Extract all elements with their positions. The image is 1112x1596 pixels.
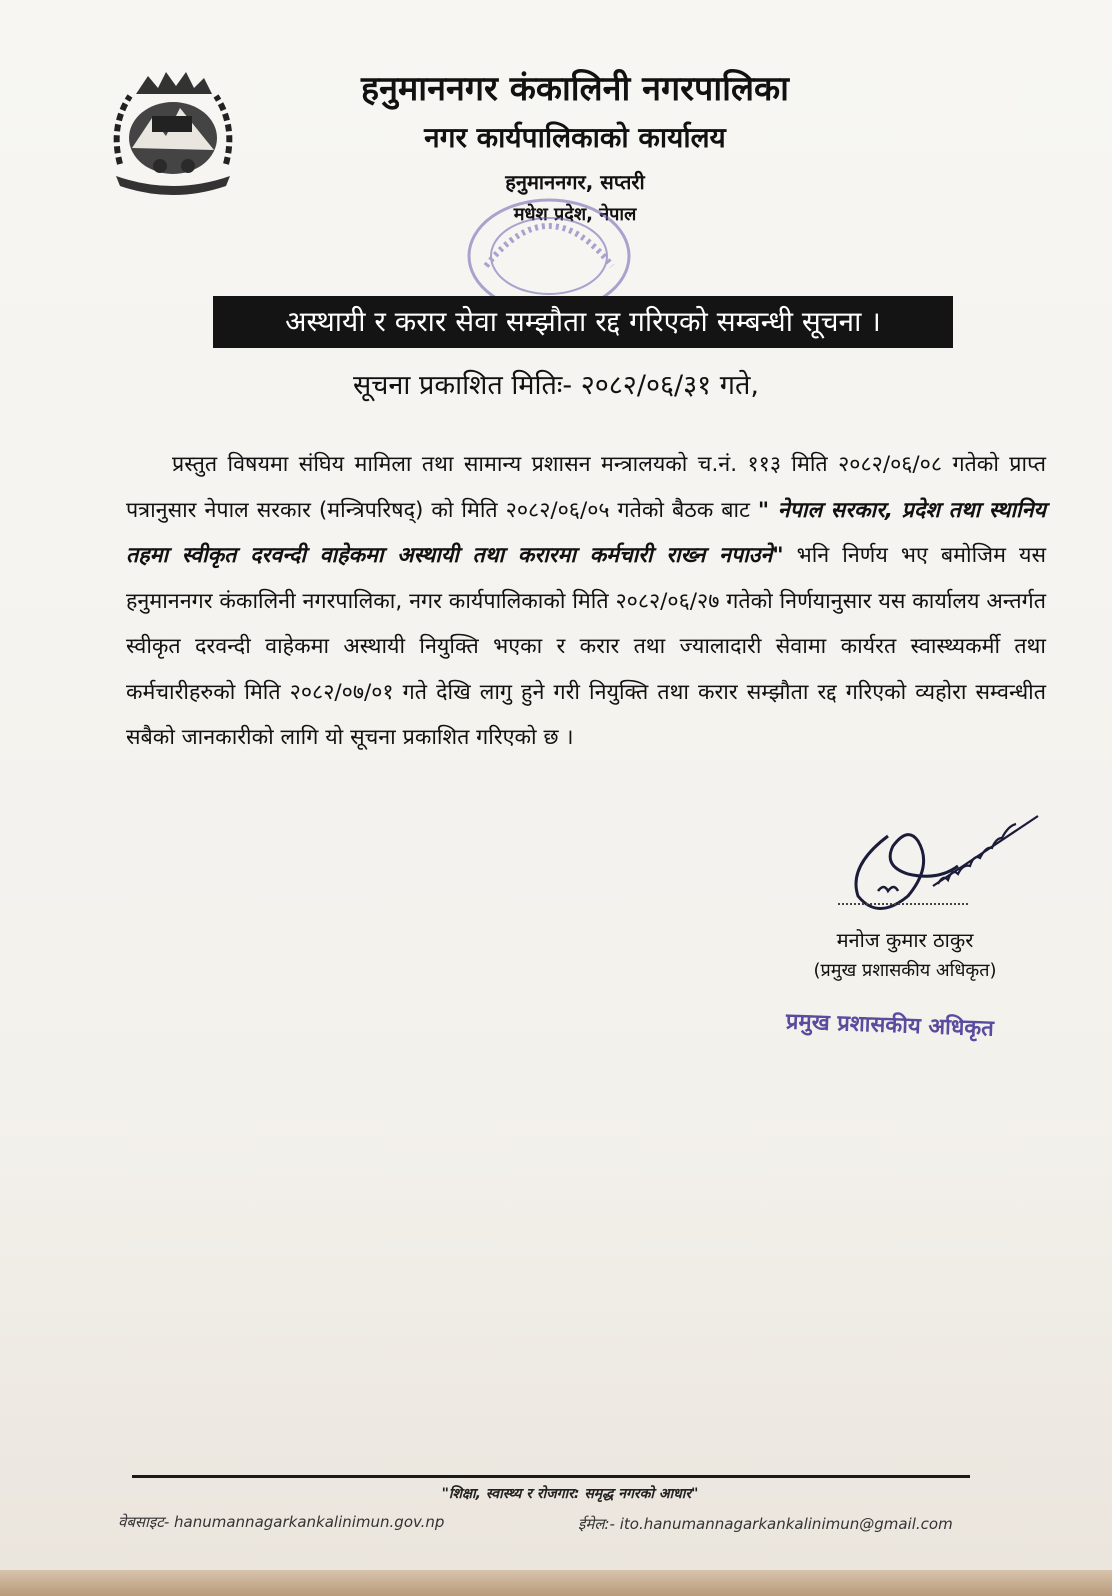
notice-body xyxy=(126,442,1046,761)
body-part-1: प्रस्तुत विषयमा संघिय मामिला तथा सामान्य प्रशासन मन्त्रालयको च.नं. ११३ मिति २०८२/०६/०८ गतेको प्राप्त पत्रानुसार नेपाल सरकार (मन्त्रिपरिषद्) को मिति २०८२/०६/०५ गतेको बैठक बाट xyxy=(126,452,1046,523)
notice-subject: अस्थायी र करार सेवा सम्झौता रद्द गरिएको सम्बन्धी सूचना । xyxy=(213,296,953,348)
published-date: सूचना प्रकाशित मितिः- २०८२/०६/३१ गते, xyxy=(353,370,759,401)
office-name: नगर कार्यपालिकाको कार्यालय xyxy=(424,121,726,154)
signature-line xyxy=(838,903,968,905)
address-district: हनुमाननगर, सप्तरी xyxy=(505,170,645,194)
footer-slogan: "शिक्षा, स्वास्थ्य र रोजगार: समृद्ध नगरको आधार" xyxy=(441,1486,699,1502)
municipality-name: हनुमाननगर कंकालिनी नगरपालिका xyxy=(361,69,789,109)
handwritten-signature-icon xyxy=(838,796,1058,926)
body-part-2: भनि निर्णय भए बमोजिम यस हनुमाननगर कंकालिनी नगरपालिका, नगर कार्यपालिकाको मिति २०८२/०६/२७ गतेको निर्णयानुसार यस कार्यालय अन्तर्गत स्वीकृत दरवन्दी वाहेकमा अस्थायी नियुक्ति भएका र करार तथा ज्यालादारी सेवामा कार्यरत स्वास्थ्यकर्मी तथा कर्मचारीहरुको मिति २०८२/०७/०१ गते देखि लागु हुने गरी नियुक्ति तथा करार सम्झौता रद्द गरिएको व्यहोरा सम्वन्धीत सबैको जानकारीको लागि यो सूचना प्रकाशित गरिएको छ । xyxy=(126,543,1046,750)
footer-divider xyxy=(132,1475,970,1478)
footer-website: वेबसाइट- hanumannagarkankalinimun.gov.np xyxy=(118,1513,445,1531)
body-quote: " नेपाल सरकार, प्रदेश तथा स्थानिय तहमा स्वीकृत दरवन्दी वाहेकमा अस्थायी तथा करारमा कर्मचारी राख्न नपाउने" xyxy=(126,497,1046,568)
designation-seal: प्रमुख प्रशासकीय अधिकृत xyxy=(785,1009,995,1042)
signatory-designation: (प्रमुख प्रशासकीय अधिकृत) xyxy=(813,960,997,981)
signatory-name: मनोज कुमार ठाकुर xyxy=(836,928,974,952)
nepal-emblem-icon xyxy=(100,66,246,196)
footer-email: ईमेल:- ito.hanumannagarkankalinimun@gmail.com xyxy=(578,1515,953,1533)
address-province: मधेश प्रदेश, नेपाल xyxy=(513,204,637,225)
page-edge-background xyxy=(0,1570,1112,1596)
